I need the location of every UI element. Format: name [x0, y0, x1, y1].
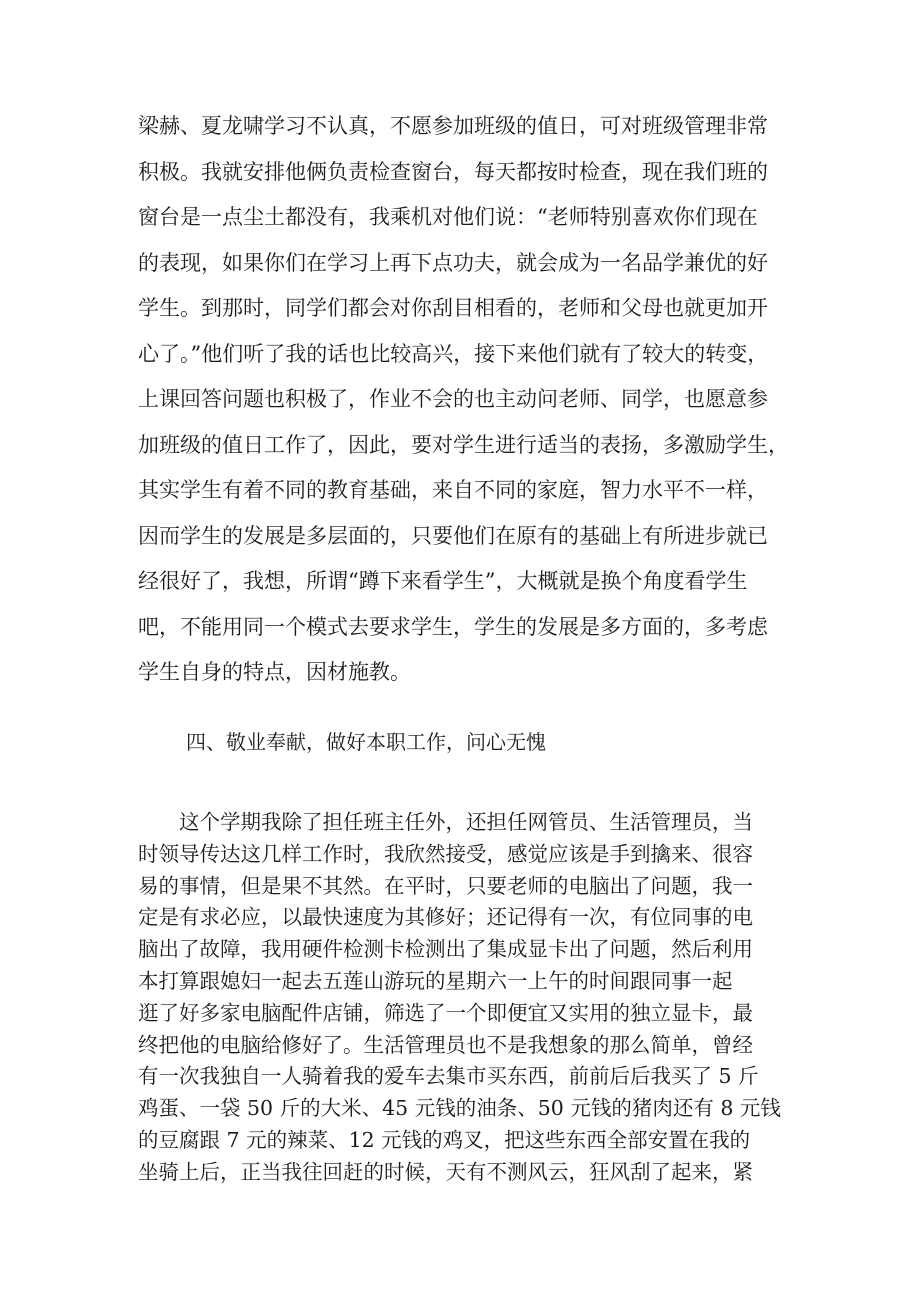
- paragraph-duties: [138, 807, 798, 1189]
- text-line: 坐骑上后，正当我往回赶的时候，天有不测风云，狂风刮了起来，紧: [138, 1159, 753, 1184]
- text-line: 的表现，如果你们在学习上再下点功夫，就会成为一名品学兼优的好: [138, 250, 768, 275]
- text-line: 脑出了故障，我用硬件检测卡检测出了集成显卡出了问题，然后利用: [138, 937, 753, 962]
- text-line: 学生。到那时，同学们都会对你刮目相看的，老师和父母也就更加开: [138, 296, 768, 320]
- paragraph-class-management: [138, 104, 798, 696]
- text-line: 终把他的电脑给修好了。生活管理员也不是我想象的那么简单，曾经: [138, 1032, 753, 1057]
- text-line: 的豆腐跟 7 元的辣菜、12 元钱的鸡叉，把这些东西全部安置在我的: [138, 1127, 751, 1152]
- text-line: 上课回答问题也积极了，作业不会的也主动问老师、同学，也愿意参: [138, 387, 768, 411]
- text-line: 其实学生有着不同的教育基础，来自不同的家庭，智力水平不一样，: [138, 478, 768, 502]
- text-line: 这个学期我除了担任班主任外，还担任网管员、生活管理员，当: [138, 810, 753, 834]
- text-line: 逛了好多家电脑配件店铺，筛选了一个即便宜又实用的独立显卡，最: [138, 1000, 753, 1025]
- text-line: 吧，不能用同一个模式去要求学生，学生的发展是多方面的，多考虑: [138, 614, 768, 639]
- section-heading: 四、敬业奉献，做好本职工作，问心无愧: [186, 730, 546, 754]
- text-line: 积极。我就安排他俩负责检查窗台，每天都按时检查，现在我们班的: [138, 159, 768, 184]
- text-line: 加班级的值日工作了，因此，要对学生进行适当的表扬，多激励学生，: [138, 432, 789, 457]
- text-line: 本打算跟媳妇一起去五莲山游玩的星期六一上午的时间跟同事一起: [138, 968, 733, 993]
- text-line: 心了。”他们听了我的话也比较高兴，接下来他们就有了较大的转变，: [138, 341, 769, 366]
- text-line: 梁赫、夏龙啸学习不认真，不愿参加班级的值日，可对班级管理非常: [138, 114, 768, 138]
- text-line: 经很好了，我想，所谓“蹲下来看学生”，大概就是换个角度看学生: [138, 569, 748, 593]
- text-line: 时领导传达这几样工作时，我欣然接受，感觉应该是手到擒来、很容: [138, 841, 753, 866]
- text-line: 有一次我独自一人骑着我的爱车去集市买东西，前前后后我买了 5 斤: [138, 1064, 759, 1089]
- text-line: 定是有求必应，以最快速度为其修好；还记得有一次，有位同事的电: [138, 905, 753, 930]
- text-line: 鸡蛋、一袋 50 斤的大米、45 元钱的油条、50 元钱的猪肉还有 8 元钱: [138, 1096, 781, 1121]
- text-line: 窗台是一点尘土都没有，我乘机对他们说：“老师特别喜欢你们现在: [138, 205, 758, 229]
- text-line: 因而学生的发展是多层面的，只要他们在原有的基础上有所进步就已: [138, 523, 768, 548]
- text-line: 学生自身的特点，因材施教。: [138, 660, 411, 684]
- text-line: 易的事情，但是果不其然。在平时，只要老师的电脑出了问题，我一: [138, 873, 753, 898]
